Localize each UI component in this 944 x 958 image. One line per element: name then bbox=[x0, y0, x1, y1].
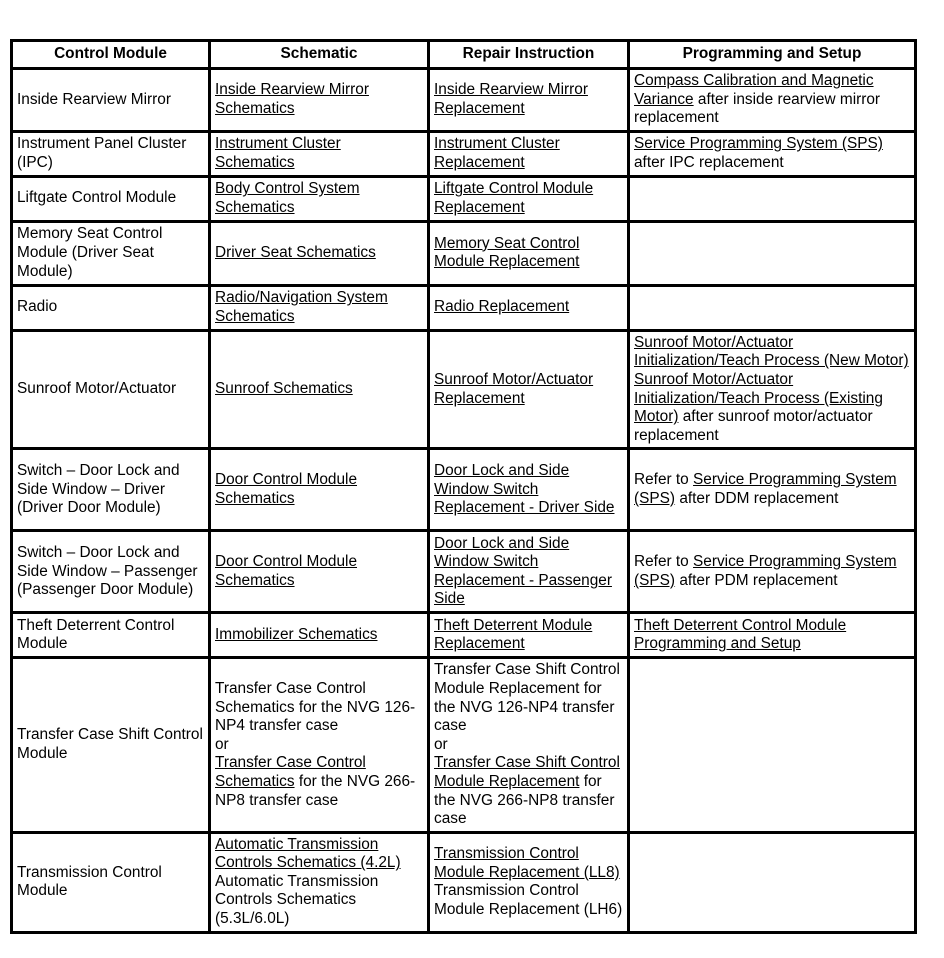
schematic-link[interactable]: Body Control System Schematics bbox=[215, 180, 360, 216]
schematic-cell bbox=[210, 658, 429, 832]
programming-cell bbox=[629, 176, 916, 221]
programming-cell bbox=[629, 613, 916, 658]
programming-text: after IPC replacement bbox=[634, 153, 784, 171]
repair-cell bbox=[429, 531, 629, 613]
table-row bbox=[12, 832, 916, 932]
repair-link[interactable]: Memory Seat Control Module Replacement bbox=[434, 234, 580, 271]
repair-link[interactable]: Door Lock and Side Window Switch Replacement - Passenger Side bbox=[434, 534, 612, 608]
module-cell: Transmission Control Module bbox=[12, 832, 210, 932]
schematic-cell bbox=[210, 69, 429, 132]
table-row bbox=[12, 131, 916, 176]
programming-link[interactable]: Service Programming System (SPS) bbox=[634, 553, 897, 589]
programming-cell bbox=[629, 658, 916, 832]
schematic-cell bbox=[210, 832, 429, 932]
schematic-link[interactable]: Transfer Case Control Schematics bbox=[215, 754, 366, 790]
repair-cell bbox=[429, 285, 629, 330]
repair-text: Transfer Case Shift Control Module Replacement for the NVG 126-NP4 transfer case bbox=[434, 661, 620, 735]
repair-cell bbox=[429, 832, 629, 932]
schematic-text: Automatic Transmission Controls Schematics (5.3L/6.0L) bbox=[215, 872, 379, 928]
table-row bbox=[12, 531, 916, 613]
schematic-cell bbox=[210, 531, 429, 613]
module-cell: Memory Seat Control Module (Driver Seat Module) bbox=[12, 221, 210, 285]
programming-text: after sunroof motor/actuator replacement bbox=[634, 408, 873, 444]
schematic-cell bbox=[210, 330, 429, 449]
repair-link[interactable]: Radio Replacement bbox=[434, 298, 570, 316]
table-row bbox=[12, 285, 916, 330]
repair-cell bbox=[429, 613, 629, 658]
programming-cell bbox=[629, 69, 916, 132]
header-programming-setup: Programming and Setup bbox=[629, 41, 916, 69]
module-cell: Switch – Door Lock and Side Window – Driver (Driver Door Module) bbox=[12, 449, 210, 531]
programming-cell bbox=[629, 131, 916, 176]
schematic-text: Transfer Case Control Schematics for the NVG 126-NP4 transfer case bbox=[215, 679, 416, 735]
header-row bbox=[12, 41, 916, 69]
repair-cell bbox=[429, 221, 629, 285]
schematic-cell bbox=[210, 221, 429, 285]
repair-cell bbox=[429, 176, 629, 221]
header-schematic: Schematic bbox=[210, 41, 429, 69]
programming-cell bbox=[629, 330, 916, 449]
repair-cell bbox=[429, 330, 629, 449]
table-row bbox=[12, 176, 916, 221]
schematic-cell bbox=[210, 613, 429, 658]
module-cell: Inside Rearview Mirror bbox=[12, 69, 210, 132]
programming-cell bbox=[629, 531, 916, 613]
programming-link-existing-motor[interactable]: Sunroof Motor/Actuator Initialization/Teach Process (Existing Motor) bbox=[634, 370, 883, 426]
repair-link[interactable]: Liftgate Control Module Replacement bbox=[434, 180, 594, 216]
programming-cell bbox=[629, 285, 916, 330]
schematic-link[interactable]: Immobilizer Schematics bbox=[215, 626, 378, 644]
or-text: or bbox=[215, 735, 229, 753]
header-control-module: Control Module bbox=[12, 41, 210, 69]
schematic-link[interactable]: Inside Rearview Mirror Schematics bbox=[215, 81, 369, 117]
schematic-link[interactable]: Radio/Navigation System Schematics bbox=[215, 289, 388, 325]
table-row bbox=[12, 330, 916, 449]
repair-link[interactable]: Door Lock and Side Window Switch Replacement - Driver Side bbox=[434, 461, 615, 517]
programming-text: after PDM replacement bbox=[675, 571, 838, 589]
schematic-link[interactable]: Driver Seat Schematics bbox=[215, 243, 376, 261]
schematic-link[interactable]: Automatic Transmission Controls Schematics (4.2L) bbox=[215, 835, 401, 872]
programming-link[interactable]: Compass Calibration and Magnetic Variance bbox=[634, 72, 874, 108]
module-cell: Radio bbox=[12, 285, 210, 330]
module-cell: Instrument Panel Cluster (IPC) bbox=[12, 131, 210, 176]
programming-prefix: Refer to bbox=[634, 471, 694, 489]
repair-cell bbox=[429, 69, 629, 132]
or-text: or bbox=[434, 735, 448, 753]
repair-link[interactable]: Inside Rearview Mirror Replacement bbox=[434, 81, 588, 117]
programming-cell bbox=[629, 449, 916, 531]
programming-prefix: Refer to bbox=[634, 553, 694, 571]
repair-link[interactable]: Theft Deterrent Module Replacement bbox=[434, 616, 593, 653]
repair-cell bbox=[429, 449, 629, 531]
repair-link[interactable]: Sunroof Motor/Actuator Replacement bbox=[434, 370, 594, 407]
table-row bbox=[12, 221, 916, 285]
programming-link[interactable]: Service Programming System (SPS) bbox=[634, 135, 883, 153]
repair-link[interactable]: Transmission Control Module Replacement (LL8) bbox=[434, 845, 620, 881]
programming-link[interactable]: Service Programming System (SPS) bbox=[634, 471, 897, 507]
table-row bbox=[12, 69, 916, 132]
programming-cell bbox=[629, 832, 916, 932]
module-cell: Liftgate Control Module bbox=[12, 176, 210, 221]
schematic-link[interactable]: Door Control Module Schematics bbox=[215, 471, 358, 507]
programming-text: after DDM replacement bbox=[675, 489, 839, 507]
repair-cell bbox=[429, 658, 629, 832]
programming-text: after inside rearview mirror replacement bbox=[634, 90, 881, 127]
schematic-cell bbox=[210, 285, 429, 330]
table-row bbox=[12, 449, 916, 531]
programming-cell bbox=[629, 221, 916, 285]
repair-link[interactable]: Transfer Case Shift Control Module Replacement bbox=[434, 754, 620, 790]
repair-link[interactable]: Instrument Cluster Replacement bbox=[434, 135, 560, 171]
schematic-cell bbox=[210, 131, 429, 176]
schematic-link[interactable]: Instrument Cluster Schematics bbox=[215, 135, 341, 171]
schematic-link[interactable]: Door Control Module Schematics bbox=[215, 553, 358, 589]
repair-cell bbox=[429, 131, 629, 176]
header-repair-instruction: Repair Instruction bbox=[429, 41, 629, 69]
schematic-link[interactable]: Sunroof Schematics bbox=[215, 380, 353, 398]
programming-link-new-motor[interactable]: Sunroof Motor/Actuator Initialization/Teach Process (New Motor) bbox=[634, 333, 909, 370]
schematic-cell bbox=[210, 449, 429, 531]
control-module-table bbox=[10, 39, 917, 934]
module-cell: Theft Deterrent Control Module bbox=[12, 613, 210, 658]
table-row bbox=[12, 613, 916, 658]
module-cell: Sunroof Motor/Actuator bbox=[12, 330, 210, 449]
schematic-cell bbox=[210, 176, 429, 221]
module-cell: Transfer Case Shift Control Module bbox=[12, 658, 210, 832]
schematic-text-suffix: for the NVG 266-NP8 transfer case bbox=[215, 772, 416, 809]
table-row bbox=[12, 658, 916, 832]
repair-text: Transmission Control Module Replacement (LH6) bbox=[434, 882, 623, 918]
module-cell: Switch – Door Lock and Side Window – Passenger (Passenger Door Module) bbox=[12, 531, 210, 613]
programming-link[interactable]: Theft Deterrent Control Module Programming and Setup bbox=[634, 616, 847, 653]
repair-text-suffix: for the NVG 266-NP8 transfer case bbox=[434, 772, 615, 828]
